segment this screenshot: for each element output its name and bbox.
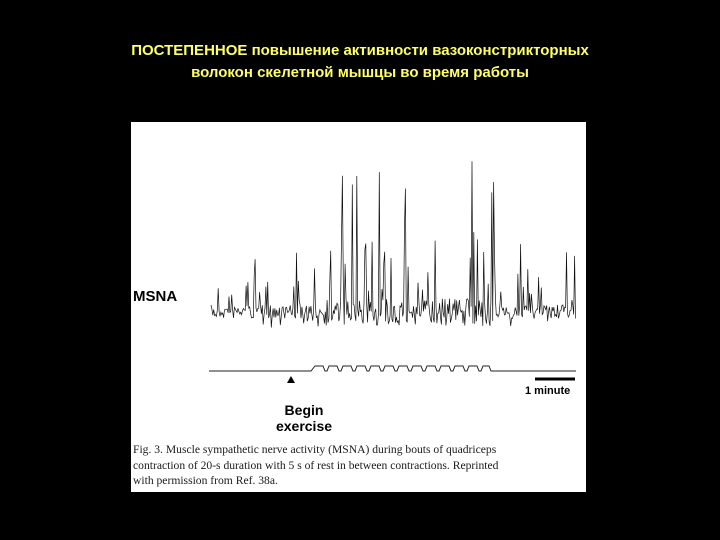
- caption-line-2: contraction of 20-s duration with 5 s of rest in between contractions. Reprinted: [133, 458, 499, 472]
- begin-exercise-line-2: exercise: [275, 418, 333, 434]
- triangle-up-icon: [287, 376, 295, 383]
- msna-trace: [211, 161, 576, 327]
- contraction-marker-trace: [209, 366, 576, 371]
- slide-title-line-2: волокон скелетной мышцы во время работы: [191, 64, 529, 81]
- scale-bar-label: 1 minute: [525, 385, 571, 397]
- msna-figure: [131, 122, 586, 492]
- begin-exercise-line-1: Begin: [284, 402, 324, 418]
- caption-line-1: Fig. 3. Muscle sympathetic nerve activity (MSNA) during bouts of quadriceps: [133, 443, 497, 456]
- figure-caption: [133, 442, 585, 489]
- slide-title-line-1: ПОСТЕПЕННОЕ повышение активности вазоконстрикторных: [131, 42, 589, 59]
- msna-label: MSNA: [133, 288, 178, 305]
- slide-title: [40, 40, 680, 84]
- begin-exercise-label: [249, 402, 359, 434]
- msna-trace-plot: [131, 122, 586, 492]
- caption-line-3: with permission from Ref. 38a.: [133, 474, 278, 487]
